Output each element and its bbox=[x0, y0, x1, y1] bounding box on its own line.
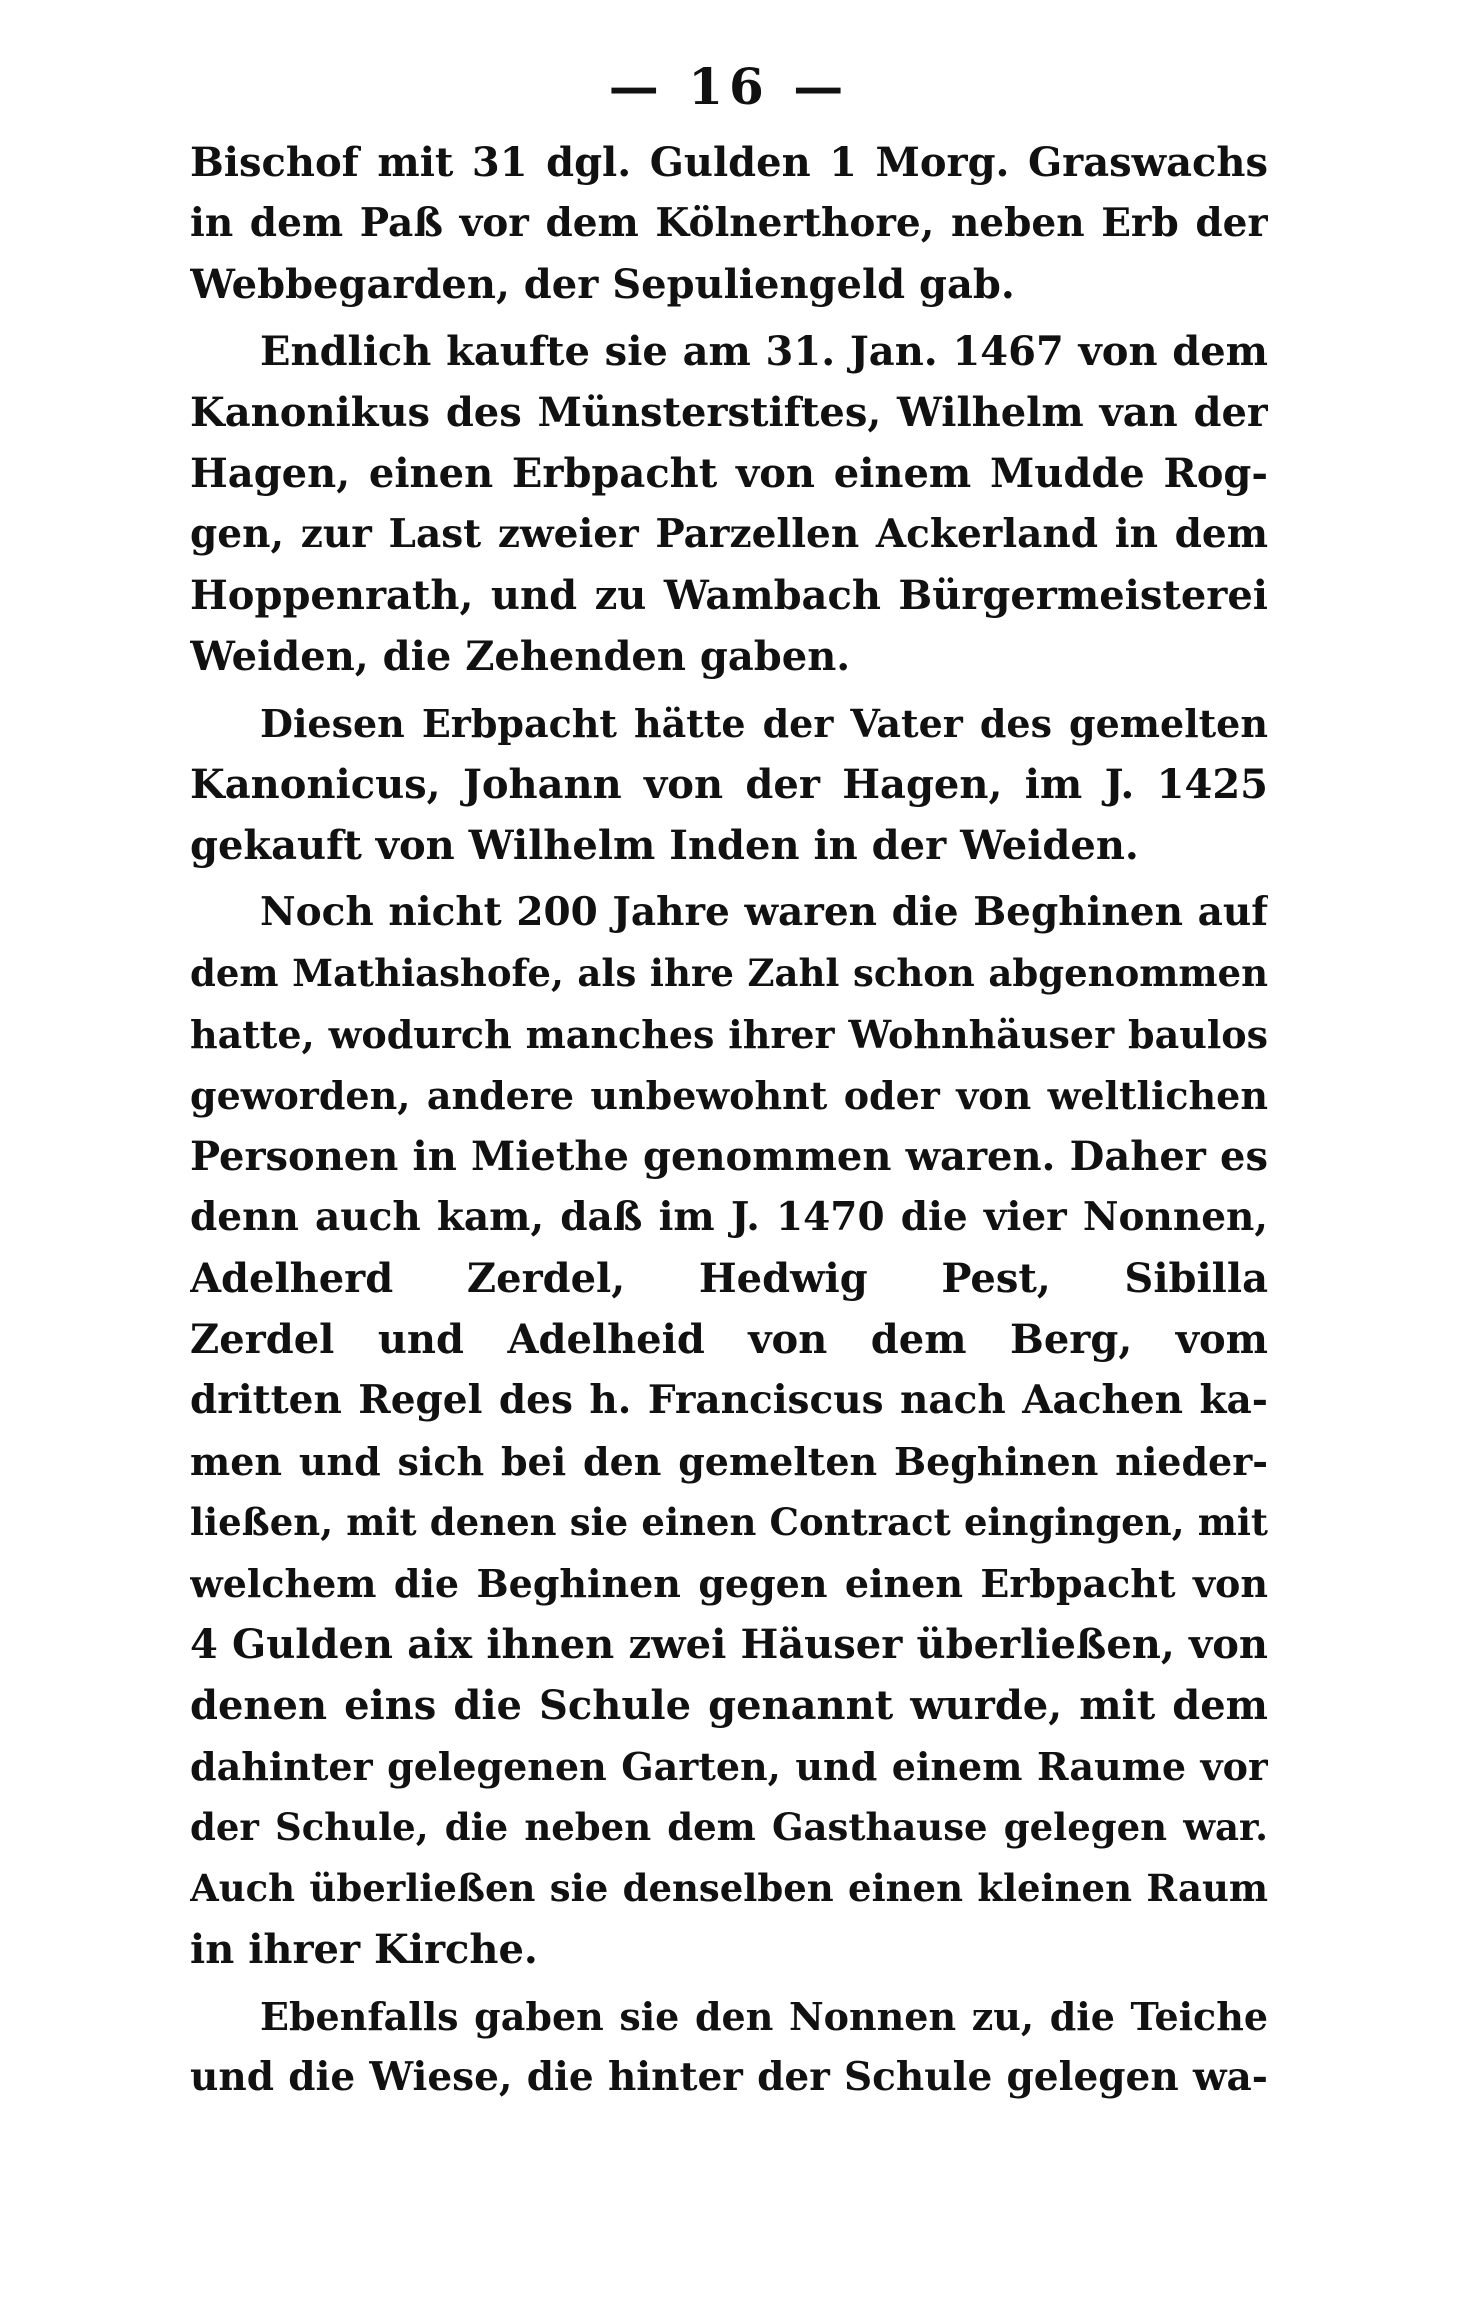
text-line: Webbegarden, der Sepuliengeld gab. bbox=[190, 261, 1015, 308]
text-line: dritten Regel des h. Franciscus nach Aachen ka- bbox=[190, 1377, 1268, 1423]
text-line: geworden, andere unbewohnt oder von weltlichen bbox=[190, 1073, 1268, 1118]
text-line: Noch nicht 200 Jahre waren die Beghinen auf bbox=[260, 889, 1268, 935]
text-line: Endlich kaufte sie am 31. Jan. 1467 von dem bbox=[260, 328, 1268, 375]
text-line: denn auch kam, daß im J. 1470 die vier Nonnen, bbox=[190, 1194, 1268, 1240]
text-line: und die Wiese, die hinter der Schule gelegen wa- bbox=[190, 2054, 1268, 2100]
text-line: dem Mathiashofe, als ihre Zahl schon abgenommen bbox=[190, 951, 1268, 995]
text-line: Zerdel und Adelheid von dem Berg, vom bbox=[190, 1316, 1268, 1363]
text-line: in dem Paß vor dem Kölnerthore, neben Erb der bbox=[190, 200, 1268, 246]
text-line: Adelherd Zerdel, Hedwig Pest, Sibilla bbox=[190, 1255, 1268, 1302]
text-line: men und sich bei den gemelten Beghinen nieder- bbox=[190, 1439, 1268, 1484]
text-line: denen eins die Schule genannt wurde, mit dem bbox=[190, 1682, 1268, 1729]
paragraph-5 bbox=[190, 1986, 1268, 2108]
text-line: ließen, mit denen sie einen Contract eingingen, mit bbox=[190, 1500, 1268, 1544]
text-line: gekauft von Wilhelm Inden in der Weiden. bbox=[190, 822, 1139, 869]
text-line: Personen in Miethe genommen waren. Daher es bbox=[190, 1133, 1268, 1180]
paragraph-1 bbox=[190, 132, 1268, 315]
text-line: Bischof mit 31 dgl. Gulden 1 Morg. Graswachs bbox=[190, 139, 1268, 186]
text-line: Hagen, einen Erbpacht von einem Mudde Rog- bbox=[190, 450, 1268, 497]
paragraph-3 bbox=[190, 693, 1268, 876]
text-line: Weiden, die Zehenden gaben. bbox=[190, 633, 851, 680]
paragraph-2 bbox=[190, 321, 1268, 687]
text-line: Diesen Erbpacht hätte der Vater des gemelten bbox=[260, 701, 1268, 746]
text-line: Kanonikus des Münsterstiftes, Wilhelm van der bbox=[190, 389, 1268, 436]
text-line: Auch überließen sie denselben einen kleinen Raum bbox=[190, 1866, 1268, 1910]
text-line: Kanonicus, Johann von der Hagen, im J. 1425 bbox=[190, 761, 1268, 808]
text-line: dahinter gelegenen Garten, und einem Raume vor bbox=[190, 1744, 1268, 1789]
text-line: Hoppenrath, und zu Wambach Bürgermeisterei bbox=[190, 572, 1268, 619]
page-number: — 16 — bbox=[608, 57, 850, 116]
text-line: gen, zur Last zweier Parzellen Ackerland in dem bbox=[190, 511, 1268, 557]
text-line: in ihrer Kirche. bbox=[190, 1926, 538, 1973]
paragraph-4 bbox=[190, 882, 1268, 1980]
text-line: welchem die Beghinen gegen einen Erbpacht von bbox=[190, 1561, 1268, 1606]
text-line: Ebenfalls gaben sie den Nonnen zu, die Teiche bbox=[260, 1994, 1268, 2039]
text-line: 4 Gulden aix ihnen zwei Häuser überließen, von bbox=[190, 1621, 1268, 1668]
text-line: der Schule, die neben dem Gasthause gelegen war. bbox=[190, 1805, 1268, 1849]
text-line: hatte, wodurch manches ihrer Wohnhäuser baulos bbox=[190, 1012, 1268, 1057]
